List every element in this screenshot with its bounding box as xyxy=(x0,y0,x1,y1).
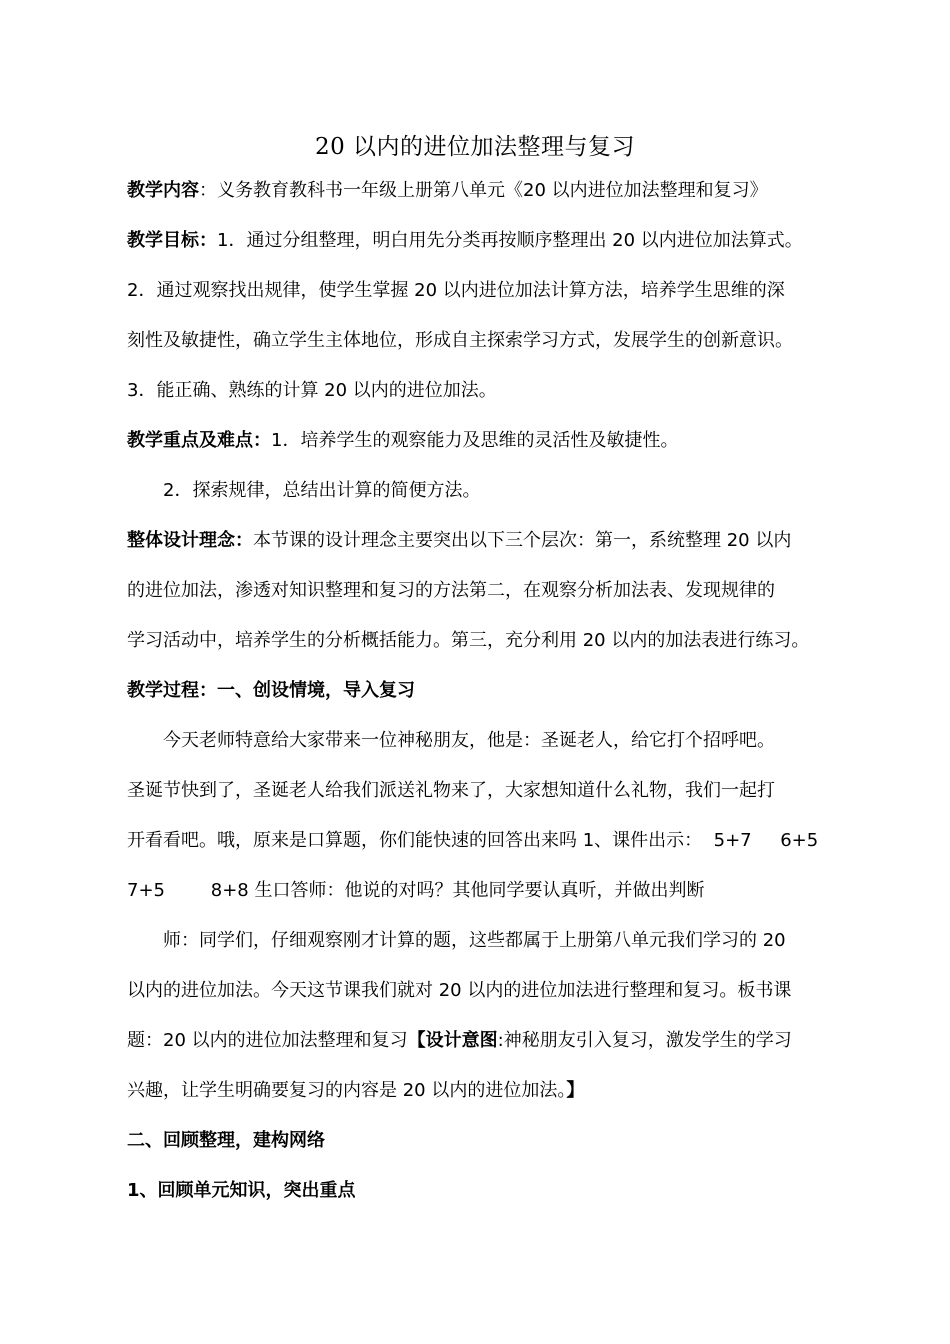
design-text-1: 本节课的设计理念主要突出以下三个层次：第一，系统整理 20 以内 xyxy=(253,530,792,551)
goals-text-1: 1．通过分组整理，明白用先分类再按顺序整理出 20 以内进位加法算式。 xyxy=(217,230,803,251)
process-heading: 教学过程：一、创设情境，导入复习 xyxy=(127,680,415,701)
process-p2-line-1: 师：同学们，仔细观察刚才计算的题，这些都属于上册第八单元我们学习的 20 xyxy=(163,930,786,951)
goals-line-4: 3．能正确、熟练的计算 20 以内的进位加法。 xyxy=(127,380,497,401)
process-p2-line-4 xyxy=(127,1078,827,1104)
process-p1-line-1: 今天老师特意给大家带来一位神秘朋友，他是：圣诞老人，给它打个招呼吧。 xyxy=(163,730,775,751)
process-p1-line-2: 圣诞节快到了，圣诞老人给我们派送礼物来了，大家想知道什么礼物，我们一起打 xyxy=(127,780,775,801)
process-p2-line-2: 以内的进位加法。今天这节课我们就对 20 以内的进位加法进行整理和复习。板书课 xyxy=(127,980,792,1001)
design-line-2: 的进位加法，渗透对知识整理和复习的方法第二，在观察分析加法表、发现规律的 xyxy=(127,580,775,601)
keypoints-line-2: 2．探索规律，总结出计算的简便方法。 xyxy=(163,480,481,501)
section2-subheading-1: 1、回顾单元知识，突出重点 xyxy=(127,1180,356,1201)
keypoints-label: 教学重点及难点： xyxy=(127,430,271,451)
content-text: ：义务教育教科书一年级上册第八单元《20 以内进位加法整理和复习》 xyxy=(199,180,768,201)
design-line-1 xyxy=(127,528,827,554)
process-p1-line-4: 7+5 8+8 生口答师：他说的对吗？其他同学要认真听，并做出判断 xyxy=(127,880,705,901)
content-paragraph xyxy=(127,178,827,204)
design-label: 整体设计理念： xyxy=(127,530,253,551)
design-line-3: 学习活动中，培养学生的分析概括能力。第三，充分利用 20 以内的加法表进行练习。 xyxy=(127,630,810,651)
keypoints-line-1 xyxy=(127,428,827,454)
keypoints-text-1: 1．培养学生的观察能力及思维的灵活性及敏捷性。 xyxy=(271,430,679,451)
process-p2-text-4: 兴趣，让学生明确要复习的内容是 20 以内的进位加法。 xyxy=(127,1080,567,1101)
document-title: 20 以内的进位加法整理与复习 xyxy=(314,134,636,160)
process-p2-text-3b: :神秘朋友引入复习，激发学生的学习 xyxy=(497,1030,792,1051)
goals-label: 教学目标： xyxy=(127,230,217,251)
process-p2-text-3a: 题：20 以内的进位加法整理和复习 xyxy=(127,1030,408,1051)
goals-line-2: 2．通过观察找出规律，使学生掌握 20 以内进位加法计算方法，培养学生思维的深 xyxy=(127,280,785,301)
content-label: 教学内容 xyxy=(127,180,199,201)
design-intent-label: 【设计意图 xyxy=(407,1030,498,1051)
process-p1-line-3: 开看看吧。哦，原来是口算题，你们能快速的回答出来吗 1、课件出示： 5+7 6+5 xyxy=(127,830,819,851)
goals-line-3: 刻性及敏捷性，确立学生主体地位，形成自主探索学习方式，发展学生的创新意识。 xyxy=(127,330,793,351)
process-p2-line-3 xyxy=(127,1028,827,1054)
design-intent-close: 】 xyxy=(566,1080,585,1101)
goals-line-1 xyxy=(127,228,827,254)
section2-heading: 二、回顾整理，建构网络 xyxy=(127,1130,325,1151)
